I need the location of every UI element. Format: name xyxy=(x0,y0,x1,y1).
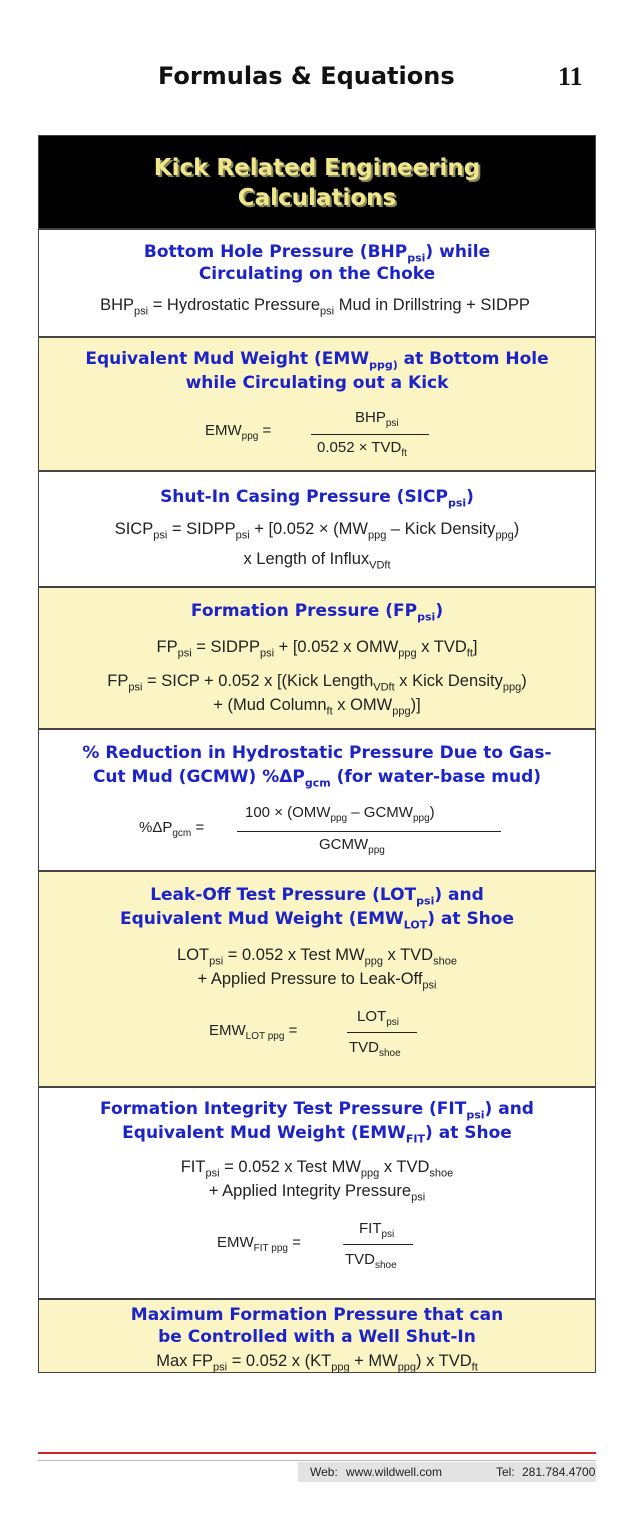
fp-formula-2-line1: $FP_{psi}$ = SICP + 0.052 x [(Kick Length$_{VDft}$ x Kick Density$_{ppg}$) xyxy=(107,672,527,694)
gcm-denominator: $GCMW_{ppg}$ xyxy=(319,836,385,856)
section-gas-cut-mud xyxy=(38,729,596,871)
sicp-heading: Shut-In Casing Pressure $(SICP_{psi})$ xyxy=(160,487,474,510)
fit-heading-line2: Equivalent Mud Weight $(EMW_{FIT})$ at Shoe xyxy=(122,1123,512,1146)
gcm-fraction-bar xyxy=(237,831,501,832)
bhp-formula: $BHP_{psi}$ = Hydrostatic Pressure$_{psi}$ Mud in Drillstring + SIDPP xyxy=(100,296,530,318)
lot-formula-line1: $LOT_{psi} = 0.052$ x Test $MW_{ppg}$ x $TVD_{shoe}$ xyxy=(177,946,457,968)
emw-fraction-bar xyxy=(311,434,429,435)
section-max-formation-pressure xyxy=(38,1299,596,1373)
lot-heading-line1: Leak-Off Test Pressure $(LOT_{psi})$ and xyxy=(150,885,484,908)
emw-numerator: $BHP_{psi}$ xyxy=(355,409,399,429)
maxfp-heading-line1: Maximum Formation Pressure that can xyxy=(130,1305,504,1325)
section-formation-pressure xyxy=(38,587,596,729)
section-banner xyxy=(38,135,596,229)
footer-tel-label: Tel: xyxy=(496,1465,515,1479)
footer-tel: 281.784.4700 xyxy=(522,1465,596,1479)
emw-denominator: $0.052 \times TVD_{ft}$ xyxy=(317,439,407,459)
banner-title-line1: Kick Related Engineering xyxy=(153,155,481,181)
footer-web-link[interactable]: www.wildwell.com xyxy=(346,1465,443,1479)
page-header xyxy=(0,52,638,102)
fit-heading-line1: Formation Integrity Test Pressure $(FIT_{psi})$ and xyxy=(100,1099,534,1122)
emw-heading-line2: while Circulating out a Kick xyxy=(185,373,449,393)
fit-emw-lhs: $EMW_{FIT ppg}$ = xyxy=(217,1234,301,1254)
lot-emw-lhs: $EMW_{LOT ppg}$ = xyxy=(209,1022,298,1042)
fp-formula-2-line2: + (Mud Column$_{ft}$ x $OMW_{ppg}$)] xyxy=(213,696,421,718)
footer-red-rule xyxy=(38,1452,596,1454)
lot-emw-numerator: $LOT_{psi}$ xyxy=(357,1008,399,1028)
sicp-formula-line1: $SICP_{psi}$ = $SIDPP_{psi} + [0.052 \times (MW_{ppg}$ – Kick Density$_{ppg}$) xyxy=(114,520,520,542)
bhp-heading-line1: Bottom Hole Pressure $(BHP_{psi})$ while xyxy=(143,242,491,265)
footer-web-label: Web: xyxy=(310,1465,338,1479)
page-number: 11 xyxy=(558,62,583,91)
maxfp-heading-line2: be Controlled with a Well Shut-In xyxy=(158,1327,476,1347)
emw-lhs: $EMW_{ppg}$ = xyxy=(205,422,272,442)
banner-title-line2: Calculations xyxy=(237,185,397,211)
maxfp-formula: Max $FP_{psi} = 0.052$ x $(KT_{ppg} + MW_{ppg})$ x $TVD_{ft}$ xyxy=(156,1352,478,1374)
gcm-heading-line2: Cut Mud (GCMW) $\%\Delta P_{gcm}$ (for water-base mud) xyxy=(92,767,542,790)
lot-heading-line2: Equivalent Mud Weight $(EMW_{LOT})$ at Shoe xyxy=(120,909,514,932)
gcm-heading-line1: % Reduction in Hydrostatic Pressure Due to Gas- xyxy=(82,743,552,763)
section-sicp xyxy=(38,471,596,587)
sicp-formula-line2: x Length of Influx$_{VDft}$ xyxy=(243,550,391,572)
fp-heading: Formation Pressure $(FP_{psi})$ xyxy=(190,601,444,624)
fit-formula-line2: + Applied Integrity Pressure$_{psi}$ xyxy=(208,1182,426,1204)
section-emw xyxy=(38,337,596,471)
lot-fraction-bar xyxy=(347,1032,417,1033)
fit-emw-numerator: $FIT_{psi}$ xyxy=(359,1220,395,1240)
section-fit xyxy=(38,1087,596,1299)
formula-table xyxy=(38,135,596,1373)
section-bhp xyxy=(38,229,596,337)
emw-heading-line1: Equivalent Mud Weight ($EMW_{ppg)}$ at Bottom Hole xyxy=(85,349,549,372)
fit-formula-line1: $FIT_{psi} = 0.052$ x Test $MW_{ppg}$ x $TVD_{shoe}$ xyxy=(180,1158,454,1180)
page-footer xyxy=(38,1452,596,1482)
gcm-numerator: $100 \times (OMW_{ppg}$ – $GCMW_{ppg}$) xyxy=(245,804,435,824)
bhp-heading-line2: Circulating on the Choke xyxy=(198,264,436,284)
section-lot xyxy=(38,871,596,1087)
lot-emw-denominator: $TVD_{shoe}$ xyxy=(349,1039,401,1059)
fp-formula-1: $FP_{psi}$ = $SIDPP_{psi} + [0.052$ x $OMW_{ppg}$ x $TVD_{ft}$] xyxy=(156,638,478,660)
footer-gray-rule xyxy=(38,1460,596,1461)
fit-fraction-bar xyxy=(343,1244,413,1245)
page-title: Formulas & Equations xyxy=(158,62,455,90)
gcm-lhs: $\%\Delta P_{gcm}$ = xyxy=(139,819,205,839)
fit-emw-denominator: $TVD_{shoe}$ xyxy=(345,1251,397,1271)
lot-formula-line2: + Applied Pressure to Leak-Off$_{psi}$ xyxy=(197,970,437,992)
